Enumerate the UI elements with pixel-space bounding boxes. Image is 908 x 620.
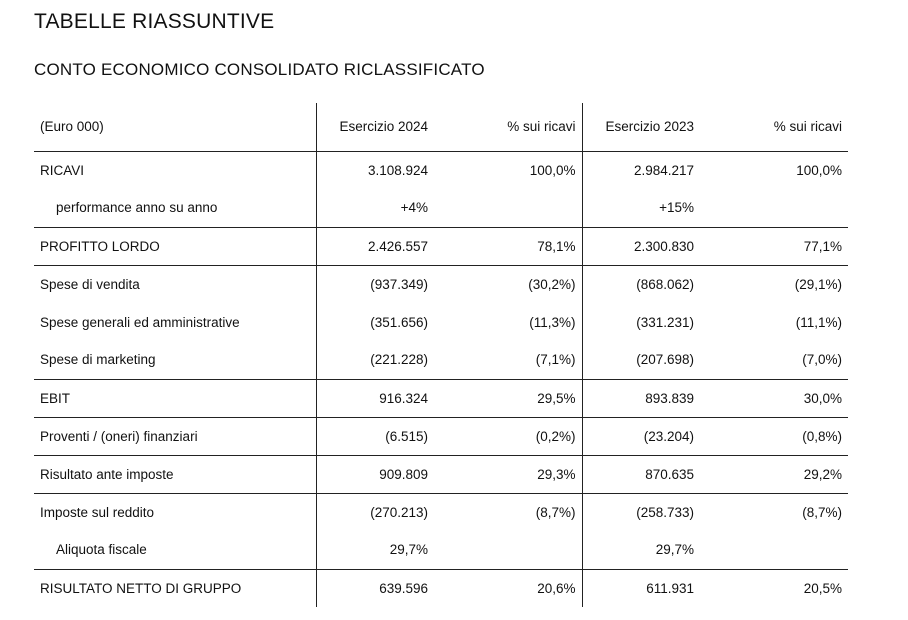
pct-2023: (8,7%): [700, 493, 848, 531]
row-label: Spese di vendita: [34, 265, 316, 303]
row-label: EBIT: [34, 379, 316, 417]
header-pct-revenue-2023: % sui ricavi: [773, 119, 842, 135]
pct-2024: (0,2%): [434, 417, 582, 455]
table-row: [34, 379, 848, 417]
table-header-row: [34, 103, 848, 151]
table-row: [34, 151, 848, 189]
value-2023: (331.231): [636, 314, 694, 330]
value-2024: 916.324: [316, 379, 434, 417]
value-2024: (937.349): [316, 265, 434, 303]
value-2023: +15%: [659, 200, 694, 216]
table-row: [34, 189, 848, 227]
page-title: TABELLE RIASSUNTIVE: [34, 10, 275, 33]
income-statement-table: [34, 103, 848, 607]
table-row: [34, 341, 848, 379]
table-row: [34, 569, 848, 607]
pct-2024: 100,0%: [434, 151, 582, 189]
pct-2024: (7,1%): [434, 341, 582, 379]
pct-2023: [700, 189, 848, 227]
pct-2023: (7,0%): [802, 352, 842, 368]
value-2024: (221.228): [370, 352, 428, 368]
value-2023: 2.984.217: [582, 151, 700, 189]
pct-2023: 77,1%: [700, 227, 848, 265]
pct-2023: (29,1%): [700, 265, 848, 303]
value-2023: 870.635: [582, 455, 700, 493]
pct-2023: 30,0%: [700, 379, 848, 417]
pct-2024: [434, 531, 582, 569]
row-label: performance anno su anno: [34, 189, 316, 227]
value-2023: (23.204): [582, 417, 700, 455]
row-label: Proventi / (oneri) finanziari: [34, 417, 316, 455]
value-2024: (6.515): [316, 417, 434, 455]
row-label: RISULTATO NETTO DI GRUPPO: [34, 569, 316, 607]
pct-2023: 100,0%: [700, 151, 848, 189]
table-row: [34, 227, 848, 265]
row-label: Spese di marketing: [34, 341, 316, 379]
pct-2023: [700, 531, 848, 569]
pct-2024: 29,3%: [434, 455, 582, 493]
pct-2024: [434, 189, 582, 227]
value-2023: (258.733): [582, 493, 700, 531]
value-2023: 29,7%: [655, 542, 694, 558]
row-label: Aliquota fiscale: [34, 531, 316, 569]
value-2024: (270.213): [316, 493, 434, 531]
pct-2023: 29,2%: [700, 455, 848, 493]
table-row: [34, 455, 848, 493]
pct-2024: (8,7%): [434, 493, 582, 531]
pct-2024: 20,6%: [434, 569, 582, 607]
value-2024: (351.656): [370, 314, 428, 330]
row-label: Imposte sul reddito: [34, 493, 316, 531]
value-2024: +4%: [400, 200, 428, 216]
value-2023: 893.839: [582, 379, 700, 417]
pct-2023: (0,8%): [700, 417, 848, 455]
value-2023: 611.931: [582, 569, 700, 607]
section-title: CONTO ECONOMICO CONSOLIDATO RICLASSIFICATO: [34, 60, 485, 79]
value-2024: 3.108.924: [316, 151, 434, 189]
row-label: PROFITTO LORDO: [34, 227, 316, 265]
value-2024: 639.596: [316, 569, 434, 607]
header-currency-unit: (Euro 000): [34, 103, 316, 151]
value-2023: (207.698): [636, 352, 694, 368]
table-row: [34, 493, 848, 531]
value-2023: 2.300.830: [582, 227, 700, 265]
header-pct-revenue-2024: % sui ricavi: [434, 103, 582, 151]
header-fiscal-2024: Esercizio 2024: [339, 119, 428, 135]
pct-2023: (11,1%): [795, 314, 842, 330]
table-row: [34, 531, 848, 569]
table-row: [34, 303, 848, 341]
row-label: RICAVI: [34, 151, 316, 189]
pct-2024: 29,5%: [434, 379, 582, 417]
row-label: Risultato ante imposte: [34, 455, 316, 493]
row-label: Spese generali ed amministrative: [34, 303, 316, 341]
pct-2024: (30,2%): [434, 265, 582, 303]
pct-2024: (11,3%): [434, 303, 582, 341]
table-row: [34, 265, 848, 303]
value-2023: (868.062): [582, 265, 700, 303]
value-2024: 29,7%: [389, 542, 428, 558]
value-2024: 2.426.557: [316, 227, 434, 265]
pct-2023: 20,5%: [700, 569, 848, 607]
header-fiscal-2023: Esercizio 2023: [605, 119, 694, 135]
table-row: [34, 417, 848, 455]
value-2024: 909.809: [316, 455, 434, 493]
pct-2024: 78,1%: [434, 227, 582, 265]
